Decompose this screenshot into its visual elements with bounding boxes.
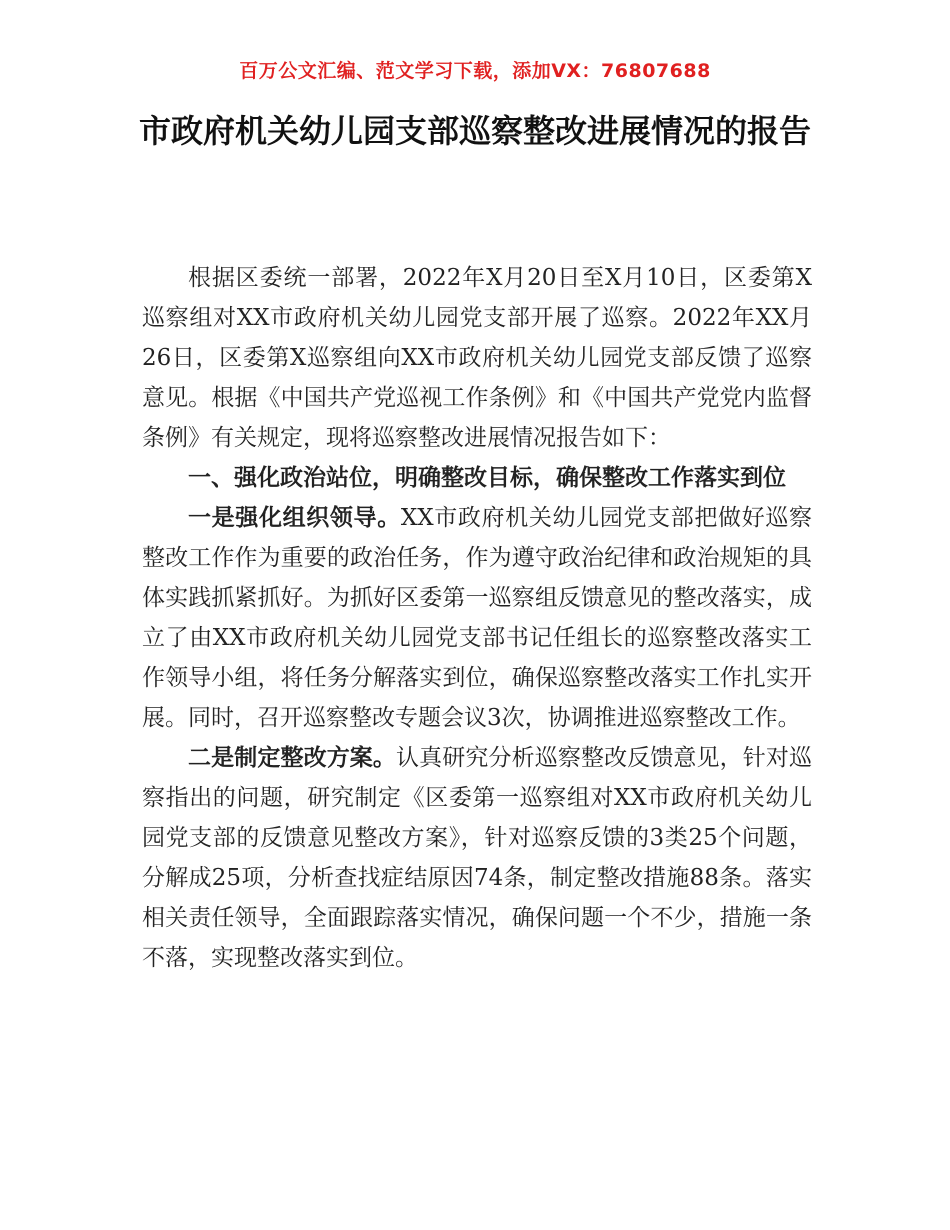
promo-banner: 百万公文汇编、范文学习下载，添加VX：76807688	[239, 60, 711, 82]
page-title: 市政府机关幼儿园支部巡察整改进展情况的报告	[138, 112, 811, 150]
document-body	[142, 258, 812, 978]
intro-paragraph: 根据区委统一部署，2022年X月20日至X月10日，区委第X巡察组对XX市政府机关幼儿园党支部开展了巡察。2022年XX月26日，区委第X巡察组向XX市政府机关幼儿园党支部反馈了巡察意见。根据《中国共产党巡视工作条例》和《中国共产党党内监督条例》有关规定，现将巡察整改进展情况报告如下：	[142, 265, 812, 451]
paragraph-item-1	[142, 498, 812, 738]
item-2-text: 认真研究分析巡察整改反馈意见，针对巡察指出的问题，研究制定《区委第一巡察组对XX市政府机关幼儿园党支部的反馈意见整改方案》，针对巡察反馈的3类25个问题，分解成25项，分析查找症结原因74条，制定整改措施88条。落实相关责任领导，全面跟踪落实情况，确保问题一个不少，措施一条不落，实现整改落实到位。	[142, 745, 813, 971]
item-1-lead: 一是强化组织领导。	[188, 505, 401, 531]
paragraph-item-2	[142, 738, 812, 978]
section-heading: 一、强化政治站位，明确整改目标，确保整改工作落实到位	[188, 465, 786, 491]
item-1-text: XX市政府机关幼儿园党支部把做好巡察整改工作作为重要的政治任务，作为遵守政治纪律和政治规矩的具体实践抓紧抓好。为抓好区委第一巡察组反馈意见的整改落实，成立了由XX市政府机关幼儿园党支部书记任组长的巡察整改落实工作领导小组，将任务分解落实到位，确保巡察整改落实工作扎实开展。同时，召开巡察整改专题会议3次，协调推进巡察整改工作。	[142, 505, 813, 731]
item-2-lead: 二是制定整改方案。	[188, 745, 397, 771]
